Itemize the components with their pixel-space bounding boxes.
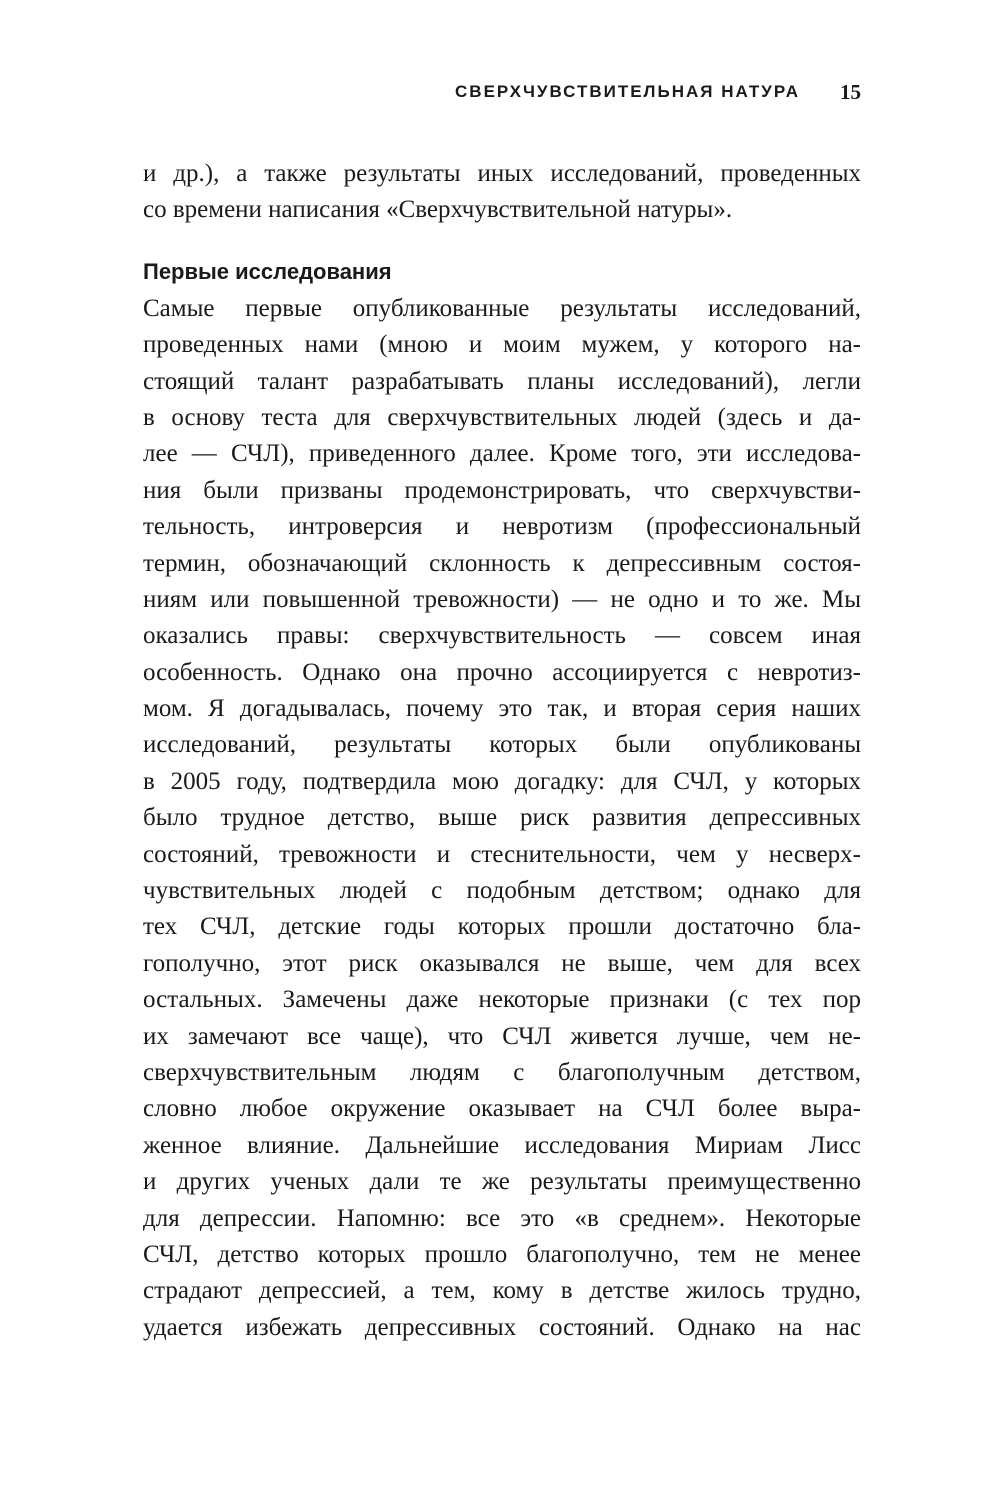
text-line: особенность. Однако она прочно ассоциируется с невротиз- [143,658,861,686]
text-line: удается избежать депрессивных состояний. Однако на нас [143,1313,861,1341]
text-line: ния были призваны продемонстрировать, что сверхчувстви- [143,476,861,504]
running-header-title: СВЕРХЧУВСТВИТЕЛЬНАЯ НАТУРА [455,82,800,101]
running-header [143,76,861,108]
section-heading: Первые исследования [143,258,392,284]
intro-paragraph [143,156,861,229]
text-line: в основу теста для сверхчувствительных людей (здесь и да- [143,403,861,431]
text-line: со времени написания «Сверхчувствительной натуры». [143,196,733,224]
text-line: мом. Я догадывалась, почему это так, и вторая серия наших [143,695,861,723]
text-line: и других ученых дали те же результаты преимущественно [143,1168,861,1196]
text-line: женное влияние. Дальнейшие исследования Мириам Лисс [143,1131,861,1159]
text-line: для депрессии. Напомню: все это «в среднем». Некоторые [143,1204,861,1232]
page-number: 15 [840,79,861,104]
text-line: тех СЧЛ, детские годы которых прошли достаточно бла- [143,913,861,941]
text-line: исследований, результаты которых были опубликованы [143,731,861,759]
text-line: словно любое окружение оказывает на СЧЛ более выра- [143,1095,861,1123]
text-line: проведенных нами (мною и моим мужем, у которого на- [143,331,861,359]
text-line: термин, обозначающий склонность к депрессивным состоя- [143,549,861,577]
text-line: сверхчувствительным людям с благополучным детством, [143,1058,861,1086]
text-line: их замечают все чаще), что СЧЛ живется лучше, чем не- [143,1022,861,1050]
text-line: в 2005 году, подтвердила мою догадку: для СЧЛ, у которых [143,767,861,795]
text-line: чувствительных людей с подобным детством; однако для [143,877,861,905]
text-line: СЧЛ, детство которых прошло благополучно, тем не менее [143,1240,861,1268]
text-line: остальных. Замечены даже некоторые признаки (с тех пор [143,986,861,1014]
text-line: тельность, интроверсия и невротизм (профессиональный [143,513,861,541]
section-paragraph [143,291,861,1346]
text-line: состояний, тревожности и стеснительности, чем у несверх- [143,840,861,868]
text-line: оказались правы: сверхчувствительность — совсем иная [143,622,861,650]
text-line: Самые первые опубликованные результаты исследований, [143,294,861,322]
text-line: гополучно, этот риск оказывался не выше, чем для всех [143,949,861,977]
text-line: страдают депрессией, а тем, кому в детстве жилось трудно, [143,1277,861,1305]
text-line: и др.), а также результаты иных исследований, проведенных [143,160,861,187]
text-line: стоящий талант разрабатывать планы исследований), легли [143,367,861,395]
text-line: лее — СЧЛ), приведенного далее. Кроме того, эти исследова- [143,440,861,468]
page-body [143,156,861,1346]
text-line: было трудное детство, выше риск развития депрессивных [143,804,861,832]
text-line: ниям или повышенной тревожности) — не одно и то же. Мы [143,585,861,613]
